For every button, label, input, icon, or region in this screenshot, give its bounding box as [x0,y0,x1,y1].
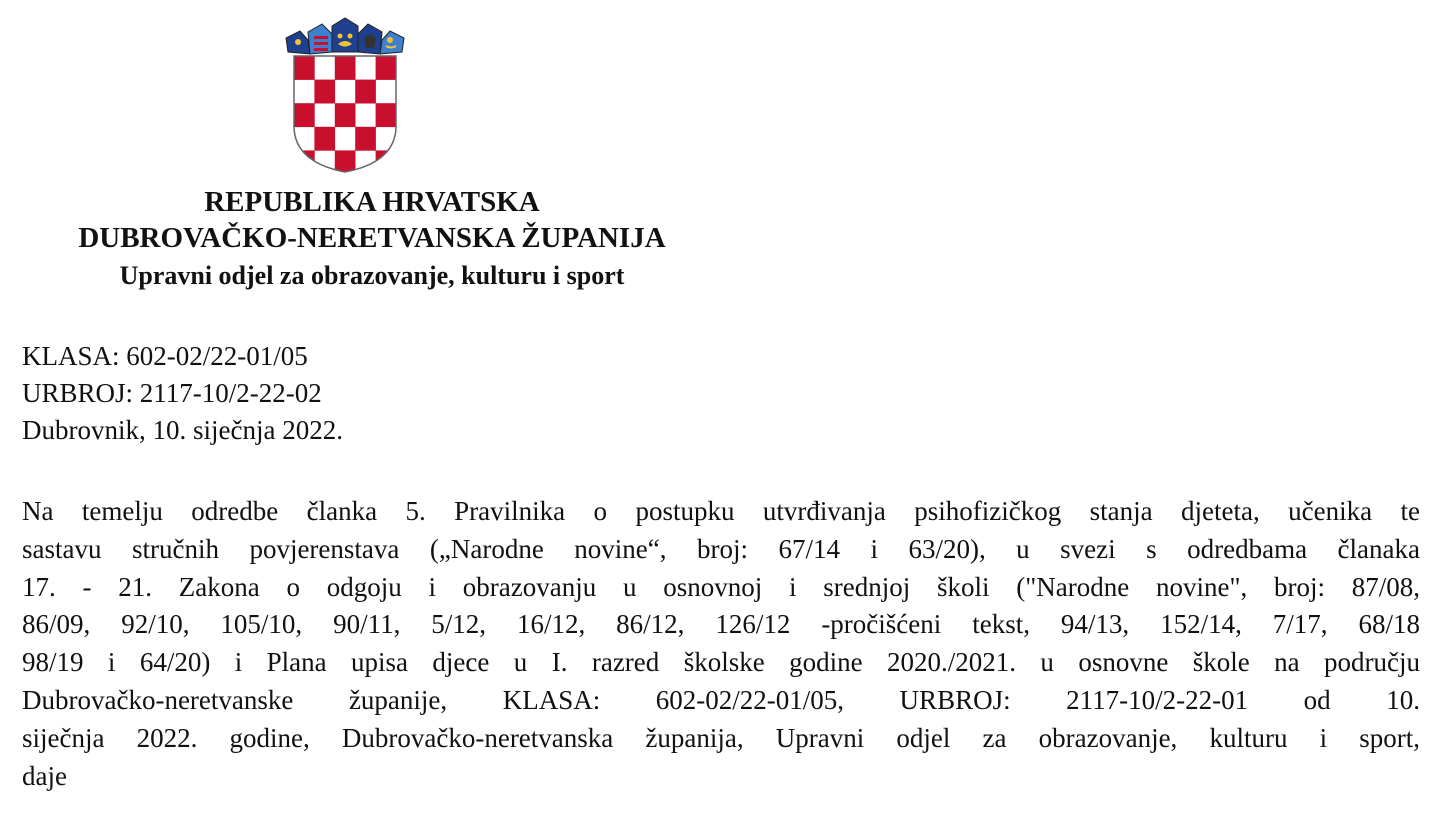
shield-check [335,56,356,80]
shield-check [355,127,376,151]
place-date-line: Dubrovnik, 10. siječnja 2022. [22,415,343,445]
shield-check [355,80,376,104]
body-line: sastavu stručnih povjerenstava („Narodne novine“, broj: 67/14 i 63/20), u svezi s odredbama članaka [22,533,1420,564]
body-paragraph [22,493,1420,795]
department-name: Upravni odjel za obrazovanje, kulturu i sport [119,261,625,290]
body-line: daje [22,760,67,791]
body-line: 86/09, 92/10, 105/10, 90/11, 5/12, 16/12, 86/12, 126/12 -pročišćeni tekst, 94/13, 152/14, 7/17, 68/18 [22,609,1420,640]
body-line: 98/19 i 64/20) i Plana upisa djece u I. razred školske godine 2020./2021. u osnovne škole na području [22,647,1420,678]
shield-check [335,103,356,127]
county-name: DUBROVAČKO-NERETVANSKA ŽUPANIJA [78,222,666,254]
shield-check [314,127,335,151]
klasa-line: KLASA: 602-02/22-01/05 [22,341,308,371]
body-line: siječnja 2022. godine, Dubrovačko-neretvanska županija, Upravni odjel za obrazovanje, kulturu i sport, [22,722,1420,753]
shield-check [294,103,315,127]
document-meta [22,338,343,449]
issuer-header [22,184,722,296]
shield-check [294,56,315,80]
checkered-shield [294,56,396,174]
crown [286,18,404,54]
shield-check [376,56,397,80]
shield-check [314,80,335,104]
body-line: 17. - 21. Zakona o odgoju i obrazovanju u osnovnoj i srednjoj školi ("Narodne novine", broj: 87/08, [22,571,1420,602]
country-name: REPUBLIKA HRVATSKA [204,186,540,218]
croatian-coat-of-arms-icon [280,16,410,174]
urbroj-line: URBROJ: 2117-10/2-22-02 [22,378,322,408]
body-line: Na temelju odredbe članka 5. Pravilnika o postupku utvrđivanja psihofizičkog stanja djeteta, učenika te [22,496,1420,526]
body-line: Dubrovačko-neretvanske županije, KLASA: 602-02/22-01/05, URBROJ: 2117-10/2-22-01 od 10. [22,684,1420,715]
shield-check [376,103,397,127]
